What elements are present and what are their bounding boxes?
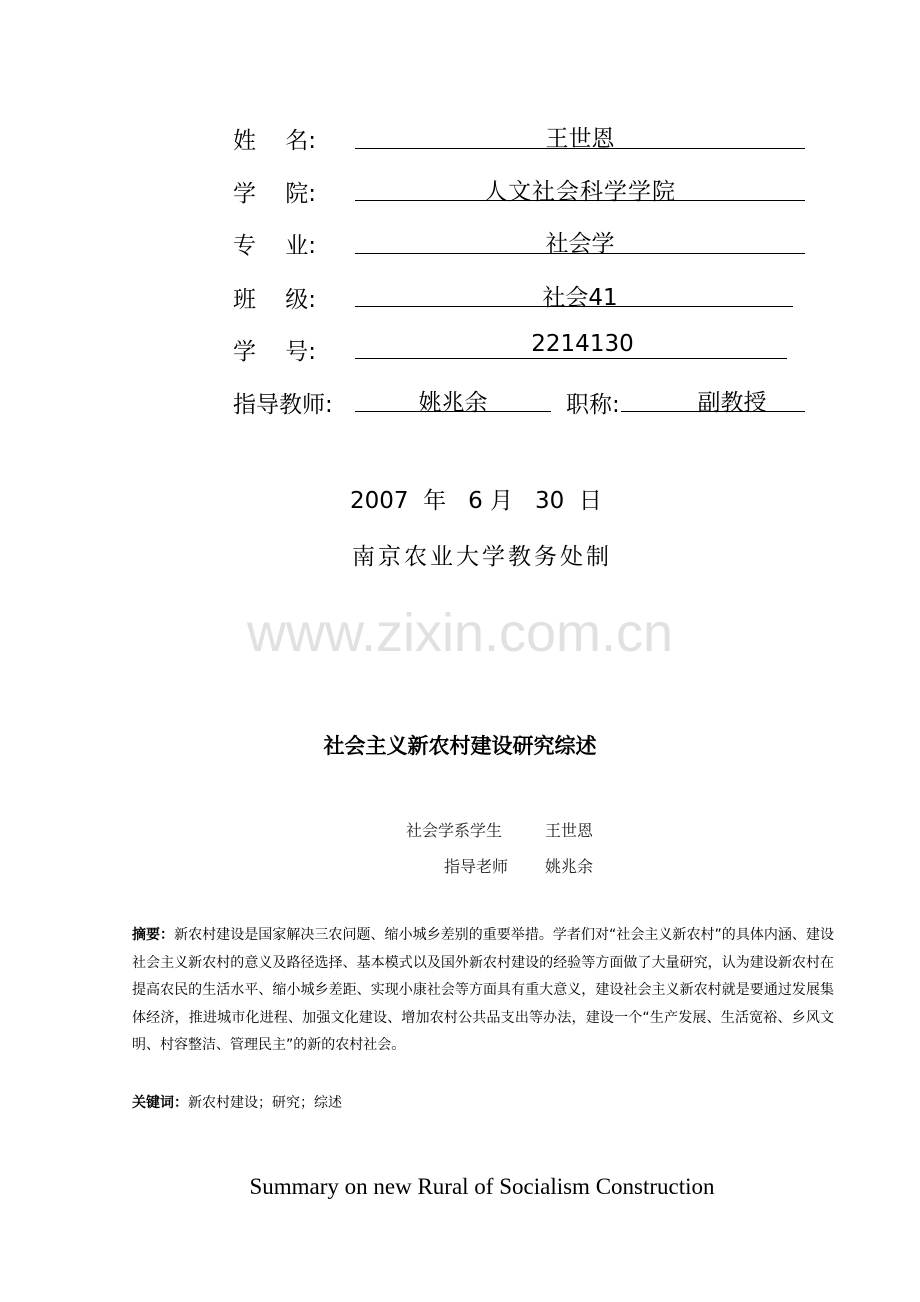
issuing-organization: 南京农业大学教务处制 xyxy=(352,544,612,570)
english-title: Summary on new Rural of Socialism Construction xyxy=(249,1174,715,1199)
author-name: 王世恩 xyxy=(545,821,594,840)
student-id-value: 2214130 xyxy=(531,331,634,357)
keywords-line xyxy=(132,1092,342,1112)
keywords-label: 关键词： xyxy=(132,1095,188,1111)
date-line: 2007 年 6 月 30 日 xyxy=(350,488,602,514)
paper-title: 社会主义新农村建设研究综述 xyxy=(323,734,597,758)
class-label: 班 级: xyxy=(233,287,316,313)
name-value: 王世恩 xyxy=(545,126,615,152)
advisor-name: 姚兆余 xyxy=(545,857,594,876)
keywords-text: 新农村建设；研究；综述 xyxy=(188,1095,342,1111)
college-value: 人文社会科学学院 xyxy=(484,179,676,205)
abstract-paragraph xyxy=(132,922,834,1060)
academic-title-label: 职称: xyxy=(566,392,620,418)
major-value: 社会学 xyxy=(545,231,615,257)
name-label: 姓 名: xyxy=(233,128,316,154)
college-label: 学 院: xyxy=(233,181,316,207)
student-id-label: 学 号: xyxy=(233,339,316,365)
academic-title-value: 副教授 xyxy=(697,390,767,416)
major-label: 专 业: xyxy=(233,233,316,259)
watermark: www.zixin.com.cn xyxy=(246,603,674,663)
author-role: 社会学系学生 xyxy=(406,821,503,840)
class-value: 社会41 xyxy=(542,285,618,311)
student-id-underline xyxy=(355,358,787,359)
advisor-value: 姚兆余 xyxy=(418,390,488,416)
advisor-label: 指导教师: xyxy=(233,392,333,418)
abstract-text: 新农村建设是国家解决三农问题、缩小城乡差别的重要举措。学者们对“社会主义新农村”的具体内涵、建设社会主义新农村的意义及路径选择、基本模式以及国外新农村建设的经验等方面做了大量研究，认为建设新农村在提高农民的生活水平、缩小城乡差距、实现小康社会等方面具有重大意义，建设社会主义新农村就是要通过发展集体经济，推进城市化进程、加强文化建设、增加农村公共品支出等办法，建设一个“生产发展、生活宽裕、乡风文明、村容整洁、管理民主”的新的农村社会。 xyxy=(132,927,834,1053)
advisor-role: 指导老师 xyxy=(444,857,509,876)
abstract-label: 摘要： xyxy=(132,927,175,943)
